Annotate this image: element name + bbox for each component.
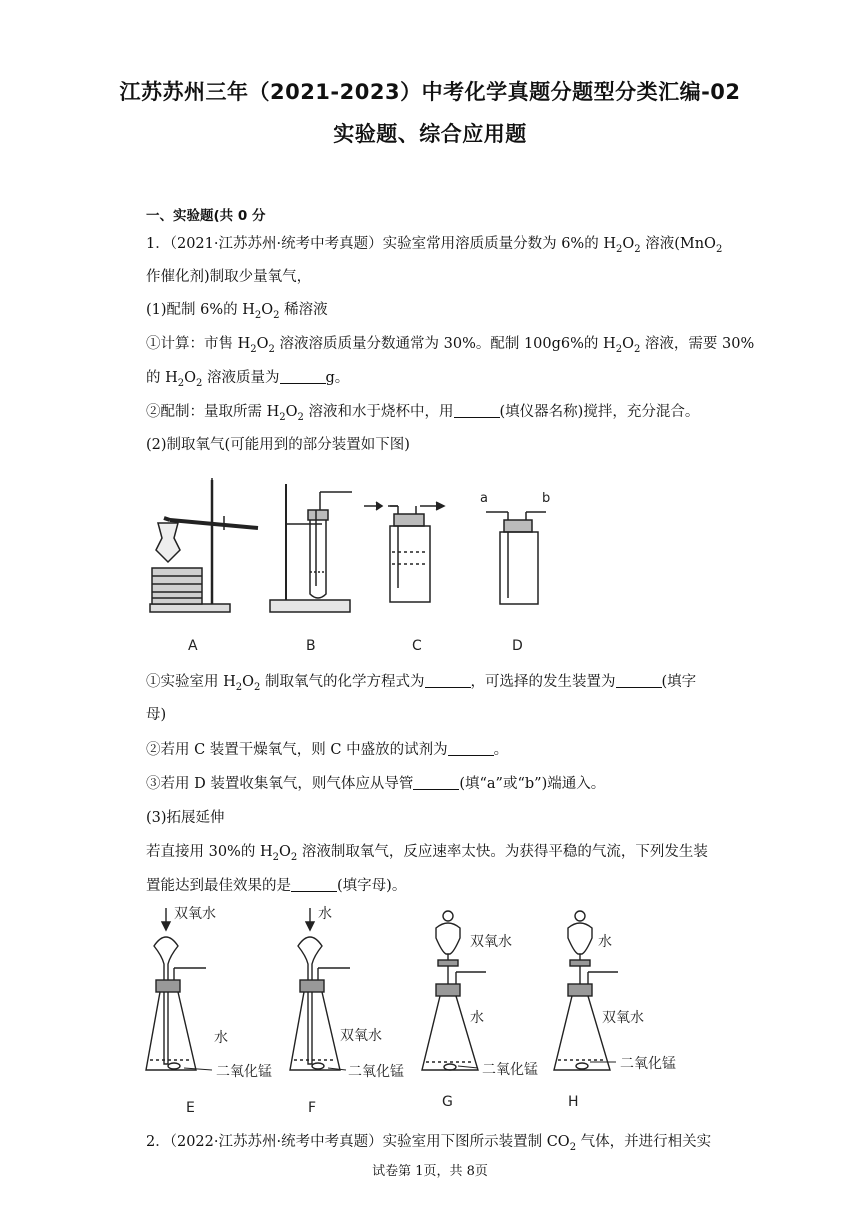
q2-intro: 2．（2022·江苏苏州·统考中考真题）实验室用下图所示装置制 $CO_2$ 气体，并进行相关实: [146, 1134, 712, 1153]
e-mid-label: 水: [214, 1030, 228, 1046]
h-mid-label: 双氧水: [602, 1010, 644, 1026]
e-top-label: 双氧水: [174, 906, 216, 922]
apparatus-f: [290, 908, 350, 1070]
label-h: H: [568, 1094, 579, 1110]
q1-step1-line2: 母): [146, 707, 167, 723]
q1-step1: ①实验室用 $H_2O_2$ 制取氧气的化学方程式为 ，可选择的发生装置为 (填字: [146, 674, 697, 693]
tube-label-a: a: [480, 491, 488, 506]
apparatus-e: [146, 908, 206, 1070]
figure-2-labels: [186, 1094, 579, 1116]
q1-calc-line2: 的 $H_2O_2$ 溶液质量为 g。: [146, 370, 350, 389]
label-a: A: [188, 638, 198, 654]
answer-blank: [454, 403, 500, 418]
answer-blank: [448, 741, 494, 756]
label-c: C: [412, 638, 422, 654]
tube-label-b: b: [542, 491, 551, 506]
answer-blank: [425, 673, 471, 688]
apparatus-b: [270, 484, 352, 612]
answer-blank: [280, 369, 326, 384]
section-heading: 一、实验题(共 0 分: [146, 208, 266, 224]
q1-prep: ②配制：量取所需 $H_2O_2$ 溶液和水于烧杯中，用 (填仪器名称)搅拌，充分混合。: [146, 404, 700, 423]
document-title-line1: 江苏苏州三年（2021-2023）中考化学真题分题型分类汇编-02: [119, 80, 741, 104]
figure-1-labels: [188, 638, 523, 654]
page-footer: 试卷第 1页，共 8页: [372, 1164, 488, 1179]
q1-extension: 若直接用 30%的 $H_2O_2$ 溶液制取氧气，反应速率太快。为获得平稳的气流，下列发生装: [146, 844, 708, 863]
q1-step2: ②若用 C 装置干燥氧气，则 C 中盛放的试剂为 。: [146, 742, 509, 758]
g-bottom-label: 二氧化锰: [482, 1062, 538, 1078]
q1-part2-title: (2)制取氧气(可能用到的部分装置如下图): [146, 437, 410, 453]
g-top-label: 双氧水: [470, 934, 512, 950]
f-mid-label: 双氧水: [340, 1028, 382, 1044]
h-top-label: 水: [598, 934, 612, 950]
apparatus-c: [364, 502, 444, 602]
apparatus-a: [150, 478, 258, 612]
document-title-line2: 实验题、综合应用题: [333, 122, 527, 146]
label-d: D: [512, 638, 523, 654]
apparatus-figure-2: [140, 904, 700, 1144]
label-b: B: [306, 638, 316, 654]
q1-part3-title: (3)拓展延伸: [146, 810, 225, 826]
q1-part1-title: (1)配制 6%的 $H_2O_2$ 稀溶液: [146, 302, 328, 321]
label-e: E: [186, 1100, 195, 1116]
apparatus-d: [480, 491, 550, 604]
q1-calc: ①计算：市售 $H_2O_2$ 溶液溶质质量分数通常为 30%。配制 100g6%的 $H_2O_2$ 溶液，需要 30%: [146, 336, 755, 355]
answer-blank: [616, 673, 662, 688]
q1-step3: ③若用 D 装置收集氧气，则气体应从导管 (填“a”或“b”)端通入。: [146, 776, 606, 792]
f-bottom-label: 二氧化锰: [348, 1064, 404, 1080]
q1-intro-line2: 作催化剂)制取少量氧气，: [146, 269, 312, 285]
h-bottom-label: 二氧化锰: [620, 1056, 676, 1072]
q1-intro: 1．（2021·江苏苏州·统考中考真题）实验室常用溶质质量分数为 6%的 $H_2O_2$ 溶液(MnO$_2$: [146, 236, 723, 255]
label-g: G: [442, 1094, 453, 1110]
e-bottom-label: 二氧化锰: [216, 1064, 272, 1080]
apparatus-figure-1: [140, 468, 580, 658]
f-top-label: 水: [318, 906, 332, 922]
answer-blank: [413, 775, 459, 790]
q1-extension-line2: 置能达到最佳效果的是 (填字母)。: [146, 878, 407, 894]
g-mid-label: 水: [470, 1010, 484, 1026]
answer-blank: [291, 877, 337, 892]
label-f: F: [308, 1100, 317, 1116]
